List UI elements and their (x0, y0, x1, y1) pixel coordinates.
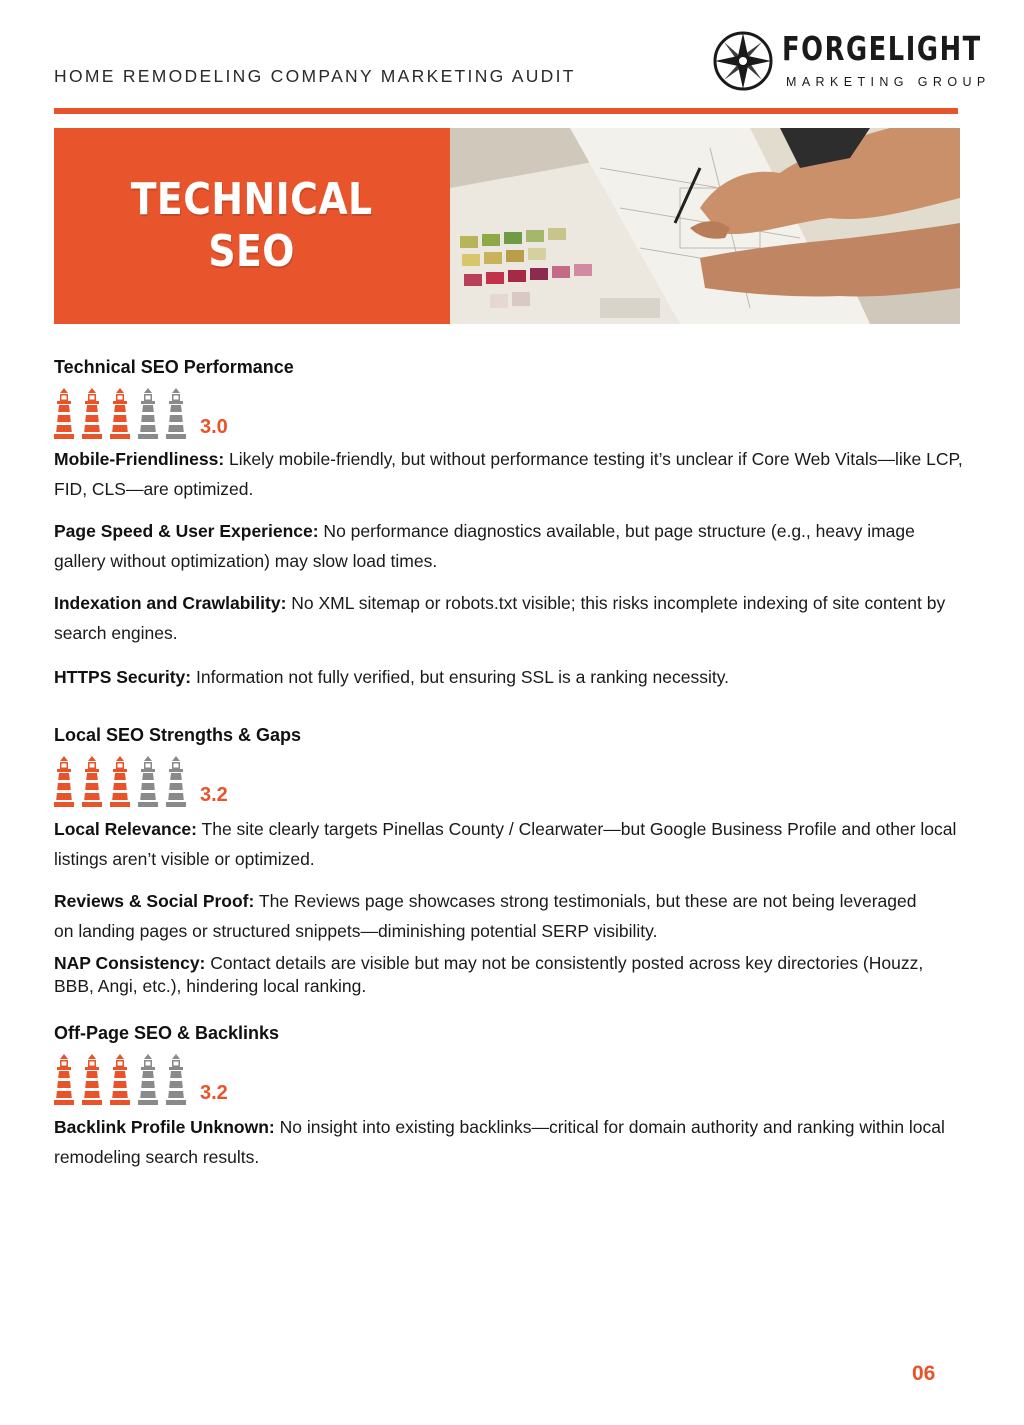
item-reviews-social-proof (54, 886, 934, 946)
banner-title-line2: SEO (208, 226, 296, 277)
item-label: NAP Consistency: (54, 953, 206, 973)
lighthouse-rating (54, 754, 964, 808)
item-label: Indexation and Crawlability: (54, 593, 287, 613)
item-backlink-profile (54, 1112, 964, 1172)
rating-score: 3.0 (200, 416, 228, 438)
banner-title (131, 174, 373, 278)
section-technical-seo (54, 354, 964, 692)
item-text: The site clearly targets Pinellas County / Clearwater—but Google Business Profile and other local listings aren’t visible or optimized. (54, 819, 957, 869)
logo-name: FORGELIGHT (782, 29, 982, 68)
item-text: The Reviews page showcases strong testimonials, but these are not being leveraged on landing pages or structured snippets—diminishing potential SERP visibility. (54, 891, 917, 941)
item-mobile-friendliness (54, 444, 964, 504)
item-text: No insight into existing backlinks—critical for domain authority and ranking within local remodeling search results. (54, 1117, 945, 1167)
section-title: Technical SEO Performance (54, 357, 294, 377)
lighthouse-rating (54, 1052, 964, 1106)
item-label: HTTPS Security: (54, 667, 192, 687)
lighthouse-icon (166, 388, 186, 440)
section-local-seo (54, 722, 964, 998)
compass-star-icon (712, 30, 774, 92)
lighthouse-icon (54, 388, 74, 440)
lighthouse-icon (54, 1054, 74, 1106)
item-text: No XML sitemap or robots.txt visible; this risks incomplete indexing of site content by search engines. (54, 593, 946, 643)
lighthouse-icon (138, 1054, 158, 1106)
document-header-title: HOME REMODELING COMPANY MARKETING AUDIT (54, 66, 576, 86)
section-banner (54, 128, 960, 324)
item-label: Backlink Profile Unknown: (54, 1117, 275, 1137)
item-label: Reviews & Social Proof: (54, 891, 255, 911)
lighthouse-icon (138, 756, 158, 808)
section-off-page-seo (54, 1020, 964, 1172)
lighthouse-icon (54, 756, 74, 808)
item-text: Contact details are visible but may not be consistently posted across key directories (Houzz, BBB, Angi, etc.), hindering local ranking. (54, 953, 924, 996)
item-text: Likely mobile-friendly, but without performance testing it’s unclear if Core Web Vitals—like LCP, FID, CLS—are optimized. (54, 449, 963, 499)
item-label: Page Speed & User Experience: (54, 521, 319, 541)
rating-score: 3.2 (200, 1082, 228, 1104)
header-divider (54, 108, 958, 114)
item-https-security (54, 662, 964, 692)
lighthouse-icon (138, 388, 158, 440)
section-title: Local SEO Strengths & Gaps (54, 725, 302, 745)
lighthouse-icon (82, 388, 102, 440)
item-label: Mobile-Friendliness: (54, 449, 225, 469)
section-title: Off-Page SEO & Backlinks (54, 1023, 280, 1043)
company-logo (712, 29, 991, 94)
audit-content (54, 354, 964, 1172)
lighthouse-rating (54, 386, 964, 440)
lighthouse-icon (166, 756, 186, 808)
lighthouse-icon (82, 1054, 102, 1106)
logo-subtitle: MARKETING GROUP (786, 75, 991, 89)
banner-title-line1: TECHNICAL (131, 174, 373, 225)
item-text: Information not fully verified, but ensuring SSL is a ranking necessity. (191, 667, 730, 687)
lighthouse-icon (110, 756, 130, 808)
lighthouse-icon (166, 1054, 186, 1106)
lighthouse-icon (110, 388, 130, 440)
lighthouse-icon (110, 1054, 130, 1106)
banner-title-block (54, 128, 450, 324)
item-page-speed (54, 516, 964, 576)
item-nap-consistency (54, 952, 964, 998)
page-number: 06 (912, 1362, 936, 1385)
item-indexation (54, 588, 964, 648)
item-label: Local Relevance: (54, 819, 197, 839)
item-local-relevance (54, 814, 964, 874)
lighthouse-icon (82, 756, 102, 808)
item-text: No performance diagnostics available, but page structure (e.g., heavy image gallery without optimization) may slow load times. (54, 521, 915, 571)
banner-photo-blueprints (450, 128, 960, 324)
rating-score: 3.2 (200, 784, 228, 806)
